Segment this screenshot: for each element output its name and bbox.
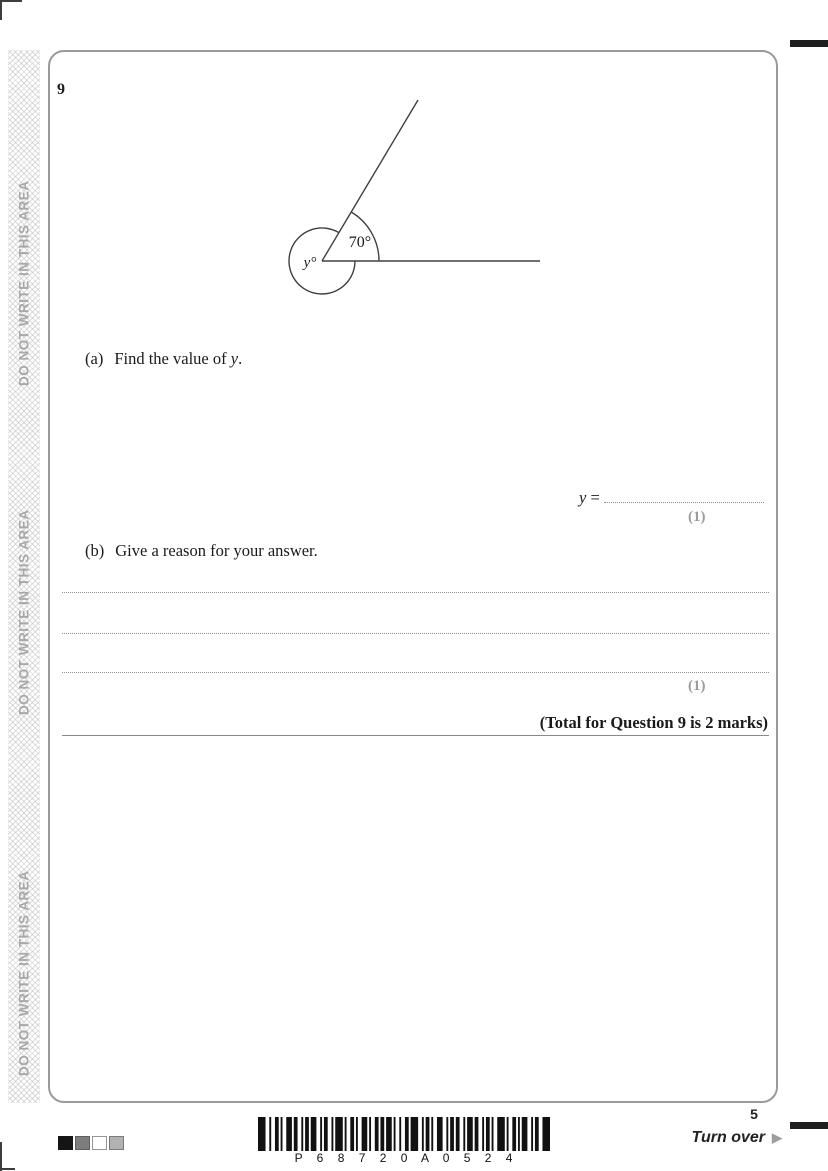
part-a-suffix: . bbox=[238, 349, 243, 368]
paper-barcode bbox=[258, 1117, 550, 1165]
calibration-square-black bbox=[58, 1136, 73, 1150]
question-end-rule bbox=[62, 735, 769, 736]
part-a-variable: y bbox=[230, 349, 239, 368]
crop-mark-bottom-left bbox=[0, 1168, 15, 1170]
crop-mark-top-left-vertical bbox=[0, 0, 2, 20]
part-b-label: (b) bbox=[85, 541, 105, 560]
answer-line-a bbox=[579, 487, 764, 508]
turn-over-text: Turn over bbox=[691, 1129, 765, 1146]
margin-warning-text: DO NOT WRITE IN THIS AREA bbox=[16, 870, 32, 1076]
calibration-square-gray bbox=[75, 1136, 90, 1150]
question-number: 9 bbox=[57, 81, 65, 98]
part-a-label: (a) bbox=[85, 349, 104, 368]
part-b-mark: (1) bbox=[688, 678, 706, 694]
answer-dotted-line-1 bbox=[62, 592, 769, 593]
barcode-text: P 6 8 7 2 0 A 0 5 2 4 bbox=[294, 1151, 514, 1165]
answer-variable: y bbox=[579, 488, 587, 507]
part-b-text: Give a reason for your answer. bbox=[115, 541, 318, 560]
registration-bar-bottom-right bbox=[790, 1122, 828, 1129]
part-b-question bbox=[85, 541, 318, 561]
answer-equals: = bbox=[590, 488, 600, 507]
crop-mark-bottom-left-vertical bbox=[0, 1142, 2, 1171]
margin-warning-text: DO NOT WRITE IN THIS AREA bbox=[16, 180, 32, 386]
reflex-angle-label: y° bbox=[303, 255, 317, 271]
turn-over-arrow-icon: ▶ bbox=[772, 1130, 782, 1145]
part-a-mark: (1) bbox=[688, 509, 706, 525]
page-number: 5 bbox=[750, 1106, 758, 1122]
part-a-question bbox=[85, 349, 242, 369]
crop-mark-top-left bbox=[0, 0, 22, 2]
registration-bar-top-right bbox=[790, 40, 828, 47]
answer-dotted-line-2 bbox=[62, 633, 769, 634]
acute-angle-label: 70° bbox=[348, 234, 372, 251]
question-total-marks: (Total for Question 9 is 2 marks) bbox=[539, 713, 768, 732]
answer-dotted-field-a bbox=[604, 487, 764, 503]
do-not-write-margin-strip bbox=[8, 50, 40, 1103]
barcode-bars bbox=[258, 1117, 550, 1151]
part-a-text: Find the value of bbox=[114, 349, 227, 368]
margin-warning-text: DO NOT WRITE IN THIS AREA bbox=[16, 509, 32, 715]
angle-diagram bbox=[250, 85, 550, 305]
answer-dotted-line-3 bbox=[62, 672, 769, 673]
turn-over-label bbox=[692, 1129, 783, 1147]
calibration-square-lightgray bbox=[109, 1136, 124, 1150]
calibration-square-white bbox=[92, 1136, 107, 1150]
print-calibration-squares bbox=[58, 1136, 124, 1150]
